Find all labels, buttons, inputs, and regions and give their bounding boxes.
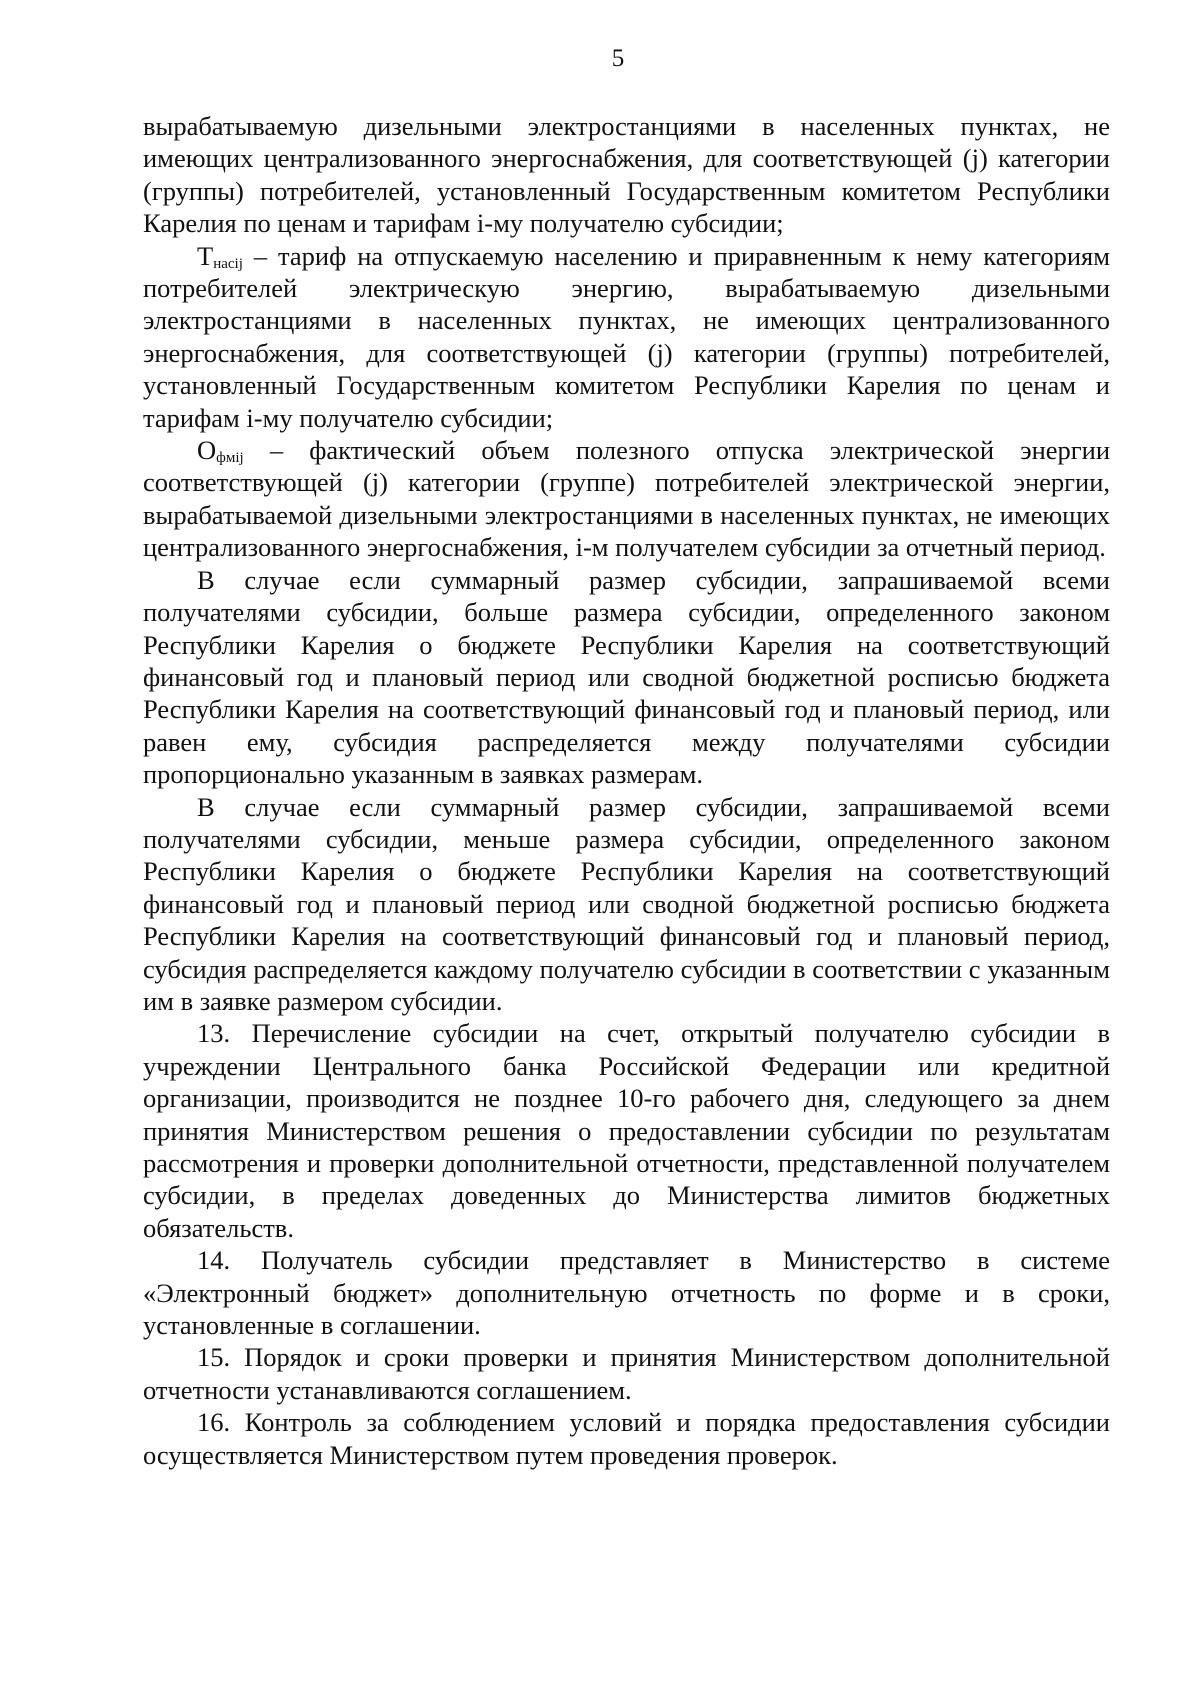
volume-subscript: фмij	[216, 450, 244, 467]
document-body	[143, 110, 1110, 1471]
paragraph-continuation: вырабатываемую дизельными электростанциями в населенных пунктах, не имеющих централизованного энергоснабжения, для соответствующей (j) категории (группы) потребителей, установленный Государственным комитетом Республики Карелия по ценам и тарифам i-му получателю субсидии;	[143, 111, 1110, 239]
tariff-subscript: насij	[213, 255, 243, 272]
tariff-definition-text: – тариф на отпускаемую населению и приравненным к нему категориям потребителей электрическую энергию, вырабатываемую дизельными электростанциями в населенных пунктах, не имеющих централизованного энергоснабжения, для соответствующей (j) категории (группы) потребителей, установленный Государственным комитетом Республики Карелия по ценам и тарифам i-му получателю субсидии;	[143, 240, 1110, 433]
paragraph-clause-14: 14. Получатель субсидии представляет в Министерство в системе «Электронный бюджет» дополнительную отчетность по форме и в сроки, установленные в соглашении.	[143, 1245, 1110, 1341]
volume-definition-text: – фактический объем полезного отпуска электрической энергии соответствующей (j) категории (группе) потребителей электрической энергии, вырабатываемой дизельными электростанциями в населенных пунктах, не имеющих централизованного энергоснабжения, i-м получателем субсидии за отчетный период.	[143, 435, 1110, 563]
paragraph-subsidy-greater: В случае если суммарный размер субсидии, запрашиваемой всеми получателями субсидии, больше размера субсидии, определенного законом Республики Карелия о бюджете Республики Карелия на соответствующий финансовый год и плановый период или сводной бюджетной росписью бюджета Республики Карелия на соответствующий финансовый год и плановый период, или равен ему, субсидия распределяется между получателями субсидии пропорционально указанным в заявках размерам.	[143, 564, 1110, 790]
page-number: 5	[611, 45, 625, 72]
paragraph-clause-15: 15. Порядок и сроки проверки и принятия Министерством дополнительной отчетности устанавливаются соглашением.	[143, 1342, 1110, 1405]
paragraph-clause-16: 16. Контроль за соблюдением условий и порядка предоставления субсидии осуществляется Министерством путем проведения проверок.	[143, 1407, 1110, 1470]
volume-symbol: О	[197, 435, 217, 466]
paragraph-volume-definition	[143, 434, 1110, 564]
paragraph-subsidy-less: В случае если суммарный размер субсидии, запрашиваемой всеми получателями субсидии, меньше размера субсидии, определенного законом Республики Карелия о бюджете Республики Карелия на соответствующий финансовый год и плановый период или сводной бюджетной росписью бюджета Республики Карелия на соответствующий финансовый год и плановый период, субсидия распределяется каждому получателю субсидии в соответствии с указанным им в заявке размером субсидии.	[143, 791, 1110, 1016]
paragraph-clause-13: 13. Перечисление субсидии на счет, открытый получателю субсидии в учреждении Центрального банка Российской Федерации или кредитной организации, производится не позднее 10-го рабочего дня, следующего за днем принятия Министерством решения о предоставлении субсидии по результатам рассмотрения и проверки дополнительной отчетности, представленной получателем субсидии, в пределах доведенных до Министерства лимитов бюджетных обязательств.	[143, 1018, 1110, 1243]
tariff-symbol: T	[197, 240, 214, 271]
paragraph-tariff-definition	[143, 240, 1110, 434]
